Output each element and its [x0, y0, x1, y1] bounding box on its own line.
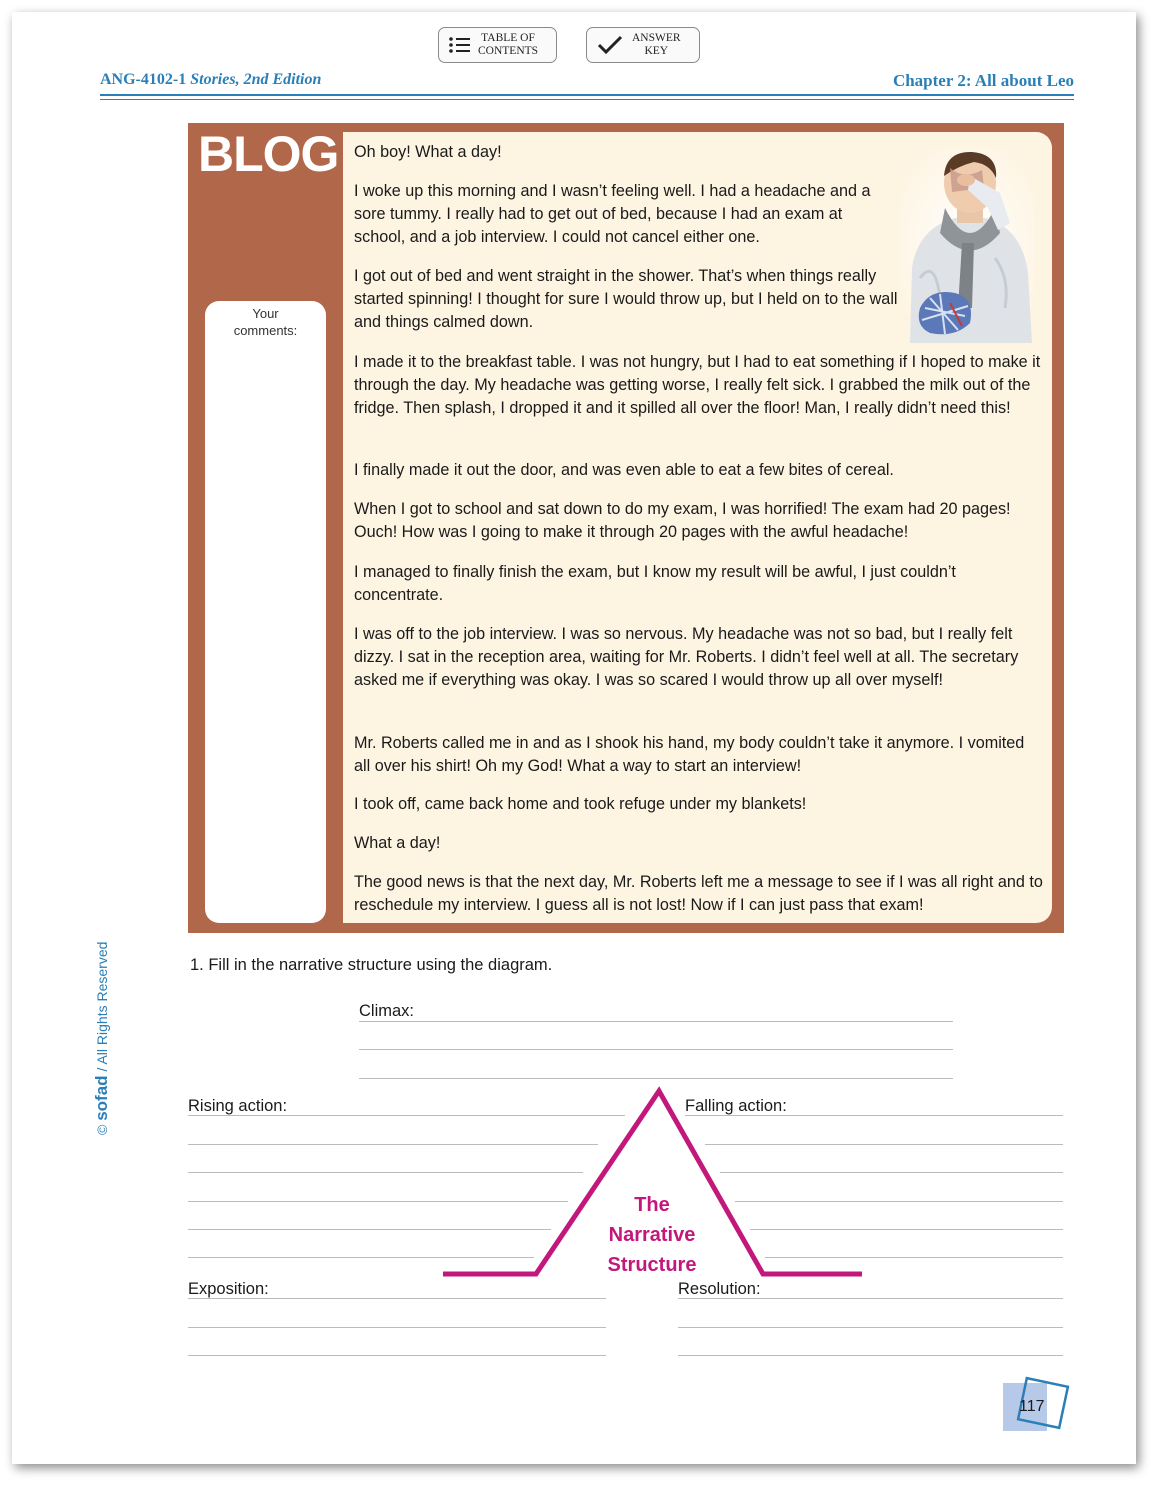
resolution-line-3[interactable] — [678, 1355, 1063, 1356]
falling-line-2[interactable] — [705, 1144, 1063, 1145]
answer-key-label — [632, 32, 681, 58]
header-rule-thin — [100, 99, 1074, 100]
blog-paragraph: Mr. Roberts called me in and as I shook his hand, my body couldn’t take it anymore. I vomited all over his shirt! Oh my God! What a way to start an interview! — [354, 734, 1025, 775]
falling-line-5[interactable] — [750, 1229, 1063, 1230]
page-number: 117 — [1019, 1398, 1045, 1415]
table-of-contents-button[interactable] — [438, 27, 557, 63]
resolution-line-1[interactable] — [678, 1298, 1063, 1299]
falling-line-4[interactable] — [735, 1201, 1063, 1202]
rising-line-4[interactable] — [188, 1201, 568, 1202]
climax-line-2[interactable] — [359, 1049, 953, 1050]
sick-person-photo — [900, 148, 1035, 343]
blog-paragraph: I made it to the breakfast table. I was not hungry, but I had to eat something if I hoped to make it through the day. My headache was getting worse, I really felt sick. I grabbed the milk out of the fridge. Then splash, I dropped it and it spilled all over the floor! Man, I really didn’t need this! — [354, 353, 1041, 417]
climax-line-1[interactable] — [359, 1021, 953, 1022]
rising-line-1[interactable] — [188, 1115, 625, 1116]
list-icon — [448, 35, 472, 55]
header-rule — [100, 94, 1074, 96]
blog-paragraph: I managed to finally finish the exam, but I know my result will be awful, I just couldn’t concentrate. — [354, 563, 956, 604]
diagram-title-line3: Structure — [607, 1254, 697, 1276]
resolution-line-2[interactable] — [678, 1327, 1063, 1328]
copyright-notice — [92, 942, 112, 1135]
blog-paragraph: I took off, came back home and took refuge under my blankets! — [354, 795, 807, 813]
climax-label: Climax: — [359, 1002, 415, 1020]
rising-line-3[interactable] — [188, 1172, 583, 1173]
blog-paragraph: The good news is that the next day, Mr. Roberts left me a message to see if I was all right and to reschedule my interview. I guess all is not lost! Now if I can just pass that exam! — [354, 873, 1043, 914]
copyright-symbol: © — [94, 1124, 110, 1135]
blog-paragraph: Oh boy! What a day! — [354, 143, 502, 161]
answer-label-line1: ANSWER — [632, 32, 681, 44]
toc-label-line2: CONTENTS — [478, 45, 539, 57]
blog-paragraph: What a day! — [354, 834, 441, 852]
checkmark-icon — [596, 34, 624, 56]
exposition-line-3[interactable] — [188, 1355, 606, 1356]
chapter-title: Chapter 2: All about Leo — [892, 71, 1074, 90]
rising-line-5[interactable] — [188, 1229, 551, 1230]
rising-line-2[interactable] — [188, 1144, 598, 1145]
answer-key-button[interactable] — [586, 27, 700, 63]
falling-line-1[interactable] — [685, 1115, 1063, 1116]
toc-label-line1: TABLE OF — [481, 32, 535, 44]
falling-action-label: Falling action: — [685, 1097, 787, 1115]
diagram-title-line1: The — [634, 1194, 670, 1216]
answer-label-line2: KEY — [644, 45, 669, 57]
diagram-title-line2: Narrative — [608, 1224, 696, 1246]
resolution-label: Resolution: — [678, 1280, 761, 1298]
brand-name: sofad — [92, 1075, 111, 1121]
exposition-line-2[interactable] — [188, 1327, 606, 1328]
blog-paragraph: I finally made it out the door, and was even able to eat a few bites of cereal. — [354, 461, 894, 479]
climax-line-3[interactable] — [359, 1078, 953, 1079]
rising-line-6[interactable] — [188, 1257, 534, 1258]
course-code: ANG-4102-1 — [100, 71, 187, 88]
falling-line-6[interactable] — [765, 1257, 1063, 1258]
rising-action-label: Rising action: — [188, 1097, 288, 1115]
blog-paragraph: When I got to school and sat down to do my exam, I was horrified! The exam had 20 pages! Ouch! How was I going to make it through 20 pages with the awful headache! — [354, 500, 1011, 541]
question-1: 1. Fill in the narrative structure using the diagram. — [190, 956, 553, 974]
blog-paragraph: I woke up this morning and I wasn’t feeling well. I had a headache and a sore tummy. I really had to get out of bed, because I had an exam at school, and a job interview. I could not cancel either one. — [354, 182, 871, 246]
blog-paragraph: I was off to the job interview. I was so nervous. My headache was not so bad, but I really felt dizzy. I sat in the reception area, waiting for Mr. Roberts. I didn’t feel well at all. The secretary asked me if everything was okay. I was so scared I would throw up all over myself! — [354, 625, 1019, 689]
blog-paragraph: I got out of bed and went straight in the shower. That’s when things really started spinning! I thought for sure I would throw up, but I held on to the wall and things calmed down. — [354, 267, 898, 331]
comments-label: Your comments: — [233, 306, 298, 338]
rights-text: / All Rights Reserved — [94, 941, 110, 1072]
course-header — [100, 71, 321, 89]
comments-box[interactable] — [205, 301, 326, 923]
blog-title: BLOG — [198, 126, 339, 182]
book-title: Stories, 2nd Edition — [190, 71, 322, 88]
falling-line-3[interactable] — [720, 1172, 1063, 1173]
toc-label — [478, 32, 538, 58]
exposition-line-1[interactable] — [188, 1298, 606, 1299]
exposition-label: Exposition: — [188, 1280, 269, 1298]
